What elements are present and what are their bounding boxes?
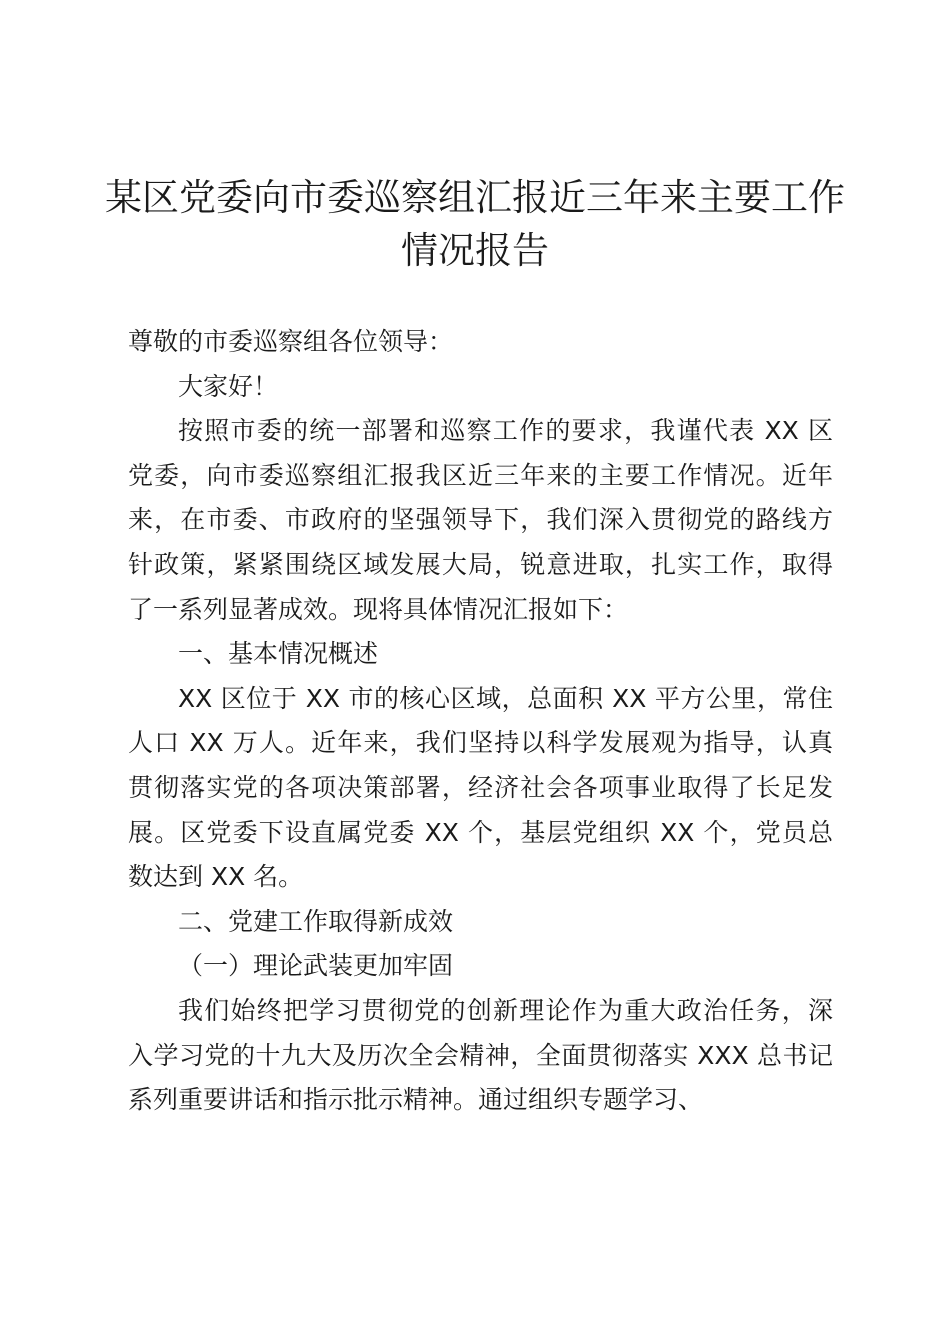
paragraph-line: 数达到 XX 名。 [128, 862, 304, 892]
salutation [128, 320, 833, 365]
section-1-heading [128, 632, 833, 677]
paragraph-line: 贯彻落实党的各项决策部署，经济社会各项事业取得了长足发 [128, 772, 833, 802]
paragraph-line: 我们始终把学习贯彻党的创新理论作为重大政治任务，深 [178, 995, 833, 1025]
subsection-1-heading [128, 944, 833, 989]
salutation-text: 尊敬的市委巡察组各位领导： [128, 327, 454, 356]
greeting [128, 365, 833, 410]
paragraph-line: 针政策，紧紧围绕区域发展大局，锐意进取，扎实工作，取得 [128, 549, 833, 579]
paragraph-line: 入学习党的十九大及历次全会精神，全面贯彻落实 XXX 总书记 [128, 1040, 833, 1070]
subsection-heading-text: （一）理论武装更加牢固 [178, 951, 454, 981]
section-1-paragraph [128, 677, 833, 900]
document-title-line-1: 某区党委向市委巡察组汇报近三年来主要工作 [105, 176, 845, 219]
section-2-heading [128, 900, 833, 945]
paragraph-line: 系列重要讲话和指示批示精神。通过组织专题学习、 [128, 1085, 704, 1115]
paragraph-line: XX 区位于 XX 市的核心区域，总面积 XX 平方公里，常住 [178, 683, 833, 713]
document-body [128, 320, 833, 1123]
intro-paragraph [128, 409, 833, 632]
section-heading-text: 一、基本情况概述 [178, 639, 379, 669]
document-title-line-2: 情况报告 [401, 229, 549, 272]
paragraph-line: 来，在市委、市政府的坚强领导下，我们深入贯彻党的路线方 [128, 505, 833, 535]
greeting-text: 大家好！ [178, 371, 279, 401]
paragraph-line: 党委，向市委巡察组汇报我区近三年来的主要工作情况。近年 [128, 460, 833, 490]
paragraph-line: 了一系列显著成效。现将具体情况汇报如下： [128, 594, 629, 624]
section-heading-text: 二、党建工作取得新成效 [178, 906, 454, 936]
paragraph-line: 按照市委的统一部署和巡察工作的要求，我谨代表 XX 区 [178, 416, 833, 446]
subsection-1-paragraph [128, 989, 833, 1123]
paragraph-line: 展。区党委下设直属党委 XX 个，基层党组织 XX 个，党员总 [128, 817, 833, 847]
paragraph-line: 人口 XX 万人。近年来，我们坚持以科学发展观为指导，认真 [128, 728, 833, 758]
